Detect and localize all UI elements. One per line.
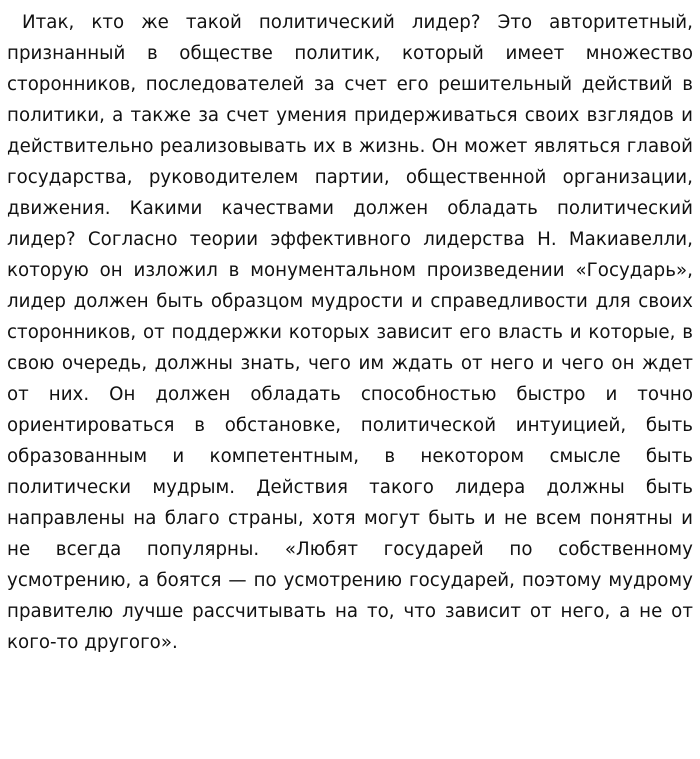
document-page (7, 7, 693, 658)
body-paragraph: Итак, кто же такой политический лидер? Это авторитетный, признанный в обществе политик, который имеет множество сторонников, последователей за счет его решительный действий в политики, а также за счет умения придерживаться своих взглядов и действительно реализовывать их в жизнь. Он может являться главой государства, руководителем партии, общественной организации, движения. Какими качествами должен обладать политический лидер? Согласно теории эффективного лидерства Н. Макиавелли, которую он изложил в монументальном произведении «Государь», лидер должен быть образцом мудрости и справедливости для своих сторонников, от поддержки которых зависит его власть и которые, в свою очередь, должны знать, чего им ждать от него и чего он ждет от них. Он должен обладать способностью быстро и точно ориентироваться в обстановке, политической интуицией, быть образованным и компетентным, в некотором смысле быть политически мудрым. Действия такого лидера должны быть направлены на благо страны, хотя могут быть и не всем понятны и не всегда популярны. «Любят государей по собственному усмотрению, а боятся — по усмотрению государей, поэтому мудрому правителю лучше рассчитывать на то, что зависит от него, а не от кого-то другого». (7, 12, 693, 653)
